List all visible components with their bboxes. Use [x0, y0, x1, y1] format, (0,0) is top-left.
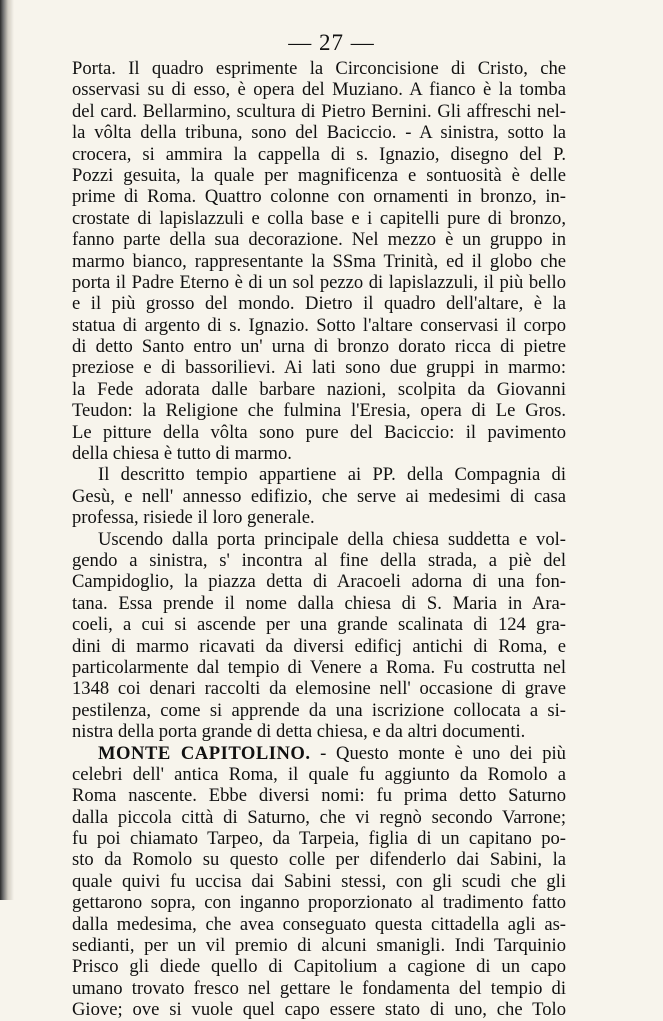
line-text: la vôlta della tribuna, sono del Baciccio. - A sinistra, sotto la: [72, 122, 566, 144]
line-text: la Fede adorata dalle barbare nazioni, scolpita da Giovanni: [72, 378, 566, 400]
line-text: dini di marmo ricavati da diversi edificj antichi di Roma, e: [72, 635, 566, 657]
page-number: — 27 —: [288, 30, 375, 55]
text-line: [72, 144, 566, 165]
line-text: tana. Essa prende il nome dalla chiesa di S. Maria in Ara-: [72, 592, 566, 614]
line-text: osservasi su di esso, è opera del Muziano. A fianco è la tomba: [72, 79, 566, 101]
line-text: 1348 coi denari raccolti da elemosine nell' occasione di grave: [72, 678, 566, 700]
line-text: sto da Romolo su questo colle per difenderlo dai Sabini, la: [72, 849, 566, 871]
text-line: [72, 550, 566, 571]
line-text: celebri dell' antica Roma, il quale fu aggiunto da Romolo a: [72, 763, 566, 785]
text-line: [72, 935, 566, 956]
line-text: statua di argento di s. Ignazio. Sotto l'altare conservasi il corpo: [72, 314, 566, 336]
text-line: [72, 101, 566, 122]
text-line: [72, 871, 566, 892]
line-text: professa, risiede il loro generale.: [72, 507, 315, 529]
line-text: Roma nascente. Ebbe diversi nomi: fu prima detto Saturno: [72, 785, 566, 807]
text-line: [72, 978, 566, 999]
section-heading: MONTE CAPITOLINO.: [98, 742, 311, 764]
line-text: Porta. Il quadro esprimente la Circoncisione di Cristo, che: [72, 58, 566, 79]
page-binding-edge: [0, 0, 14, 900]
line-text: particolarmente dal tempio di Venere a Roma. Fu costrutta nel: [72, 656, 566, 678]
text-line: [72, 272, 566, 293]
line-text: Uscendo dalla porta principale della chiesa suddetta e vol-: [98, 528, 566, 550]
line-text: del card. Bellarmino, scultura di Pietro Bernini. Gli affreschi nel-: [72, 100, 566, 122]
text-line: [72, 507, 566, 528]
text-line: [72, 657, 566, 678]
text-line: [72, 700, 566, 721]
line-text: pestilenza, come si apprende da una iscrizione collocata a si-: [72, 699, 566, 721]
text-line: [72, 614, 566, 635]
text-line: [72, 400, 566, 421]
line-text: dalla piccola città di Saturno, che vi regnò secondo Varrone;: [72, 806, 566, 828]
text-line: [72, 357, 566, 378]
line-text: dalla medesima, che avea conseguato questa cittadella agli as-: [72, 913, 566, 935]
text-line: [72, 422, 566, 443]
text-line: [72, 914, 566, 935]
line-text: marmo bianco, rappresentante la SSma Trinità, ed il globo che: [72, 250, 566, 272]
text-line: [72, 186, 566, 207]
text-line: [72, 443, 566, 464]
line-text: Giove; ove si vuole quel capo essere stato di uno, che Tolo: [72, 999, 566, 1021]
line-text: di detto Santo entro un' urna di bronzo dorato ricca di pietre: [72, 336, 566, 358]
line-text: gettarono sopra, con inganno proporzionato al tradimento fatto: [72, 892, 566, 914]
text-line: [72, 79, 566, 100]
line-text: umano trovato fresco nel gettare le fondamenta del tempio di: [72, 977, 566, 999]
line-text: Le pitture della vôlta sono pure del Baciccio: il pavimento: [72, 421, 566, 443]
text-line: [72, 571, 566, 592]
text-line: [72, 807, 566, 828]
text-line: [72, 486, 566, 507]
line-text: coeli, a cui si ascende per una grande scalinata di 124 gra-: [72, 614, 566, 636]
line-text: Prisco gli diede quello di Capitolium a cagione di un capo: [72, 956, 566, 978]
text-line: [72, 828, 566, 849]
text-line: [72, 464, 566, 485]
text-line: [72, 229, 566, 250]
line-text: sedianti, per un vil premio di alcuni smanigli. Indi Tarquinio: [72, 935, 566, 957]
line-text: gendo a sinistra, s' incontra al fine della strada, a piè del: [72, 549, 566, 571]
text-line: [72, 785, 566, 806]
text-line: [72, 636, 566, 657]
line-text: crocera, si ammira la cappella di s. Ignazio, disegno del P.: [72, 143, 566, 165]
line-text: della chiesa è tutto di marmo.: [72, 443, 292, 465]
line-text: e il più grosso del mondo. Dietro il quadro dell'altare, è la: [72, 293, 566, 315]
text-line: [72, 529, 566, 550]
line-text: preziose e di bassorilievi. Ai lati sono due gruppi in marmo:: [72, 357, 566, 379]
text-line: [72, 58, 566, 79]
line-text: nistra della porta grande di detta chiesa, e da altri documenti.: [72, 721, 526, 743]
line-text: quale quivi fu uccisa dai Sabini stessi, con gli scudi che gli: [72, 870, 566, 892]
text-line: [72, 379, 566, 400]
text-line: [72, 593, 566, 614]
body-text: [72, 58, 566, 1021]
text-line: [72, 122, 566, 143]
line-text: Campidoglio, la piazza detta di Aracoeli adorna di una fon-: [72, 571, 566, 593]
line-text: - Questo monte è uno dei più: [310, 742, 566, 764]
line-text: Gesù, e nell' annesso edifizio, che serve ai medesimi di casa: [72, 485, 566, 507]
text-line: [72, 999, 566, 1020]
text-line: [72, 315, 566, 336]
text-line: [72, 849, 566, 870]
line-text: fanno parte della sua decorazione. Nel mezzo è un gruppo in: [72, 229, 566, 251]
text-line: [72, 956, 566, 977]
text-line: [72, 892, 566, 913]
text-line: [72, 764, 566, 785]
line-text: Teudon: la Religione che fulmina l'Eresia, opera di Le Gros.: [72, 400, 566, 422]
section-heading-line: [72, 743, 566, 764]
text-line: [72, 336, 566, 357]
line-text: prime di Roma. Quattro colonne con ornamenti in bronzo, in-: [72, 186, 566, 208]
line-text: Il descritto tempio appartiene ai PP. della Compagnia di: [98, 464, 566, 486]
text-line: [72, 165, 566, 186]
line-text: porta il Padre Eterno è di un sol pezzo di lapislazzuli, il più bello: [72, 271, 566, 293]
line-text: fu poi chiamato Tarpeo, da Tarpeia, figlia di un capitano po-: [72, 828, 566, 850]
text-line: [72, 208, 566, 229]
text-line: [72, 678, 566, 699]
line-text: Pozzi gesuita, la quale per magnificenza e sontuosità è delle: [72, 164, 566, 186]
line-text: crostate di lapislazzuli e colla base e i capitelli pure di bronzo,: [72, 207, 566, 229]
text-line: [72, 251, 566, 272]
text-line: [72, 721, 566, 742]
text-line: [72, 293, 566, 314]
